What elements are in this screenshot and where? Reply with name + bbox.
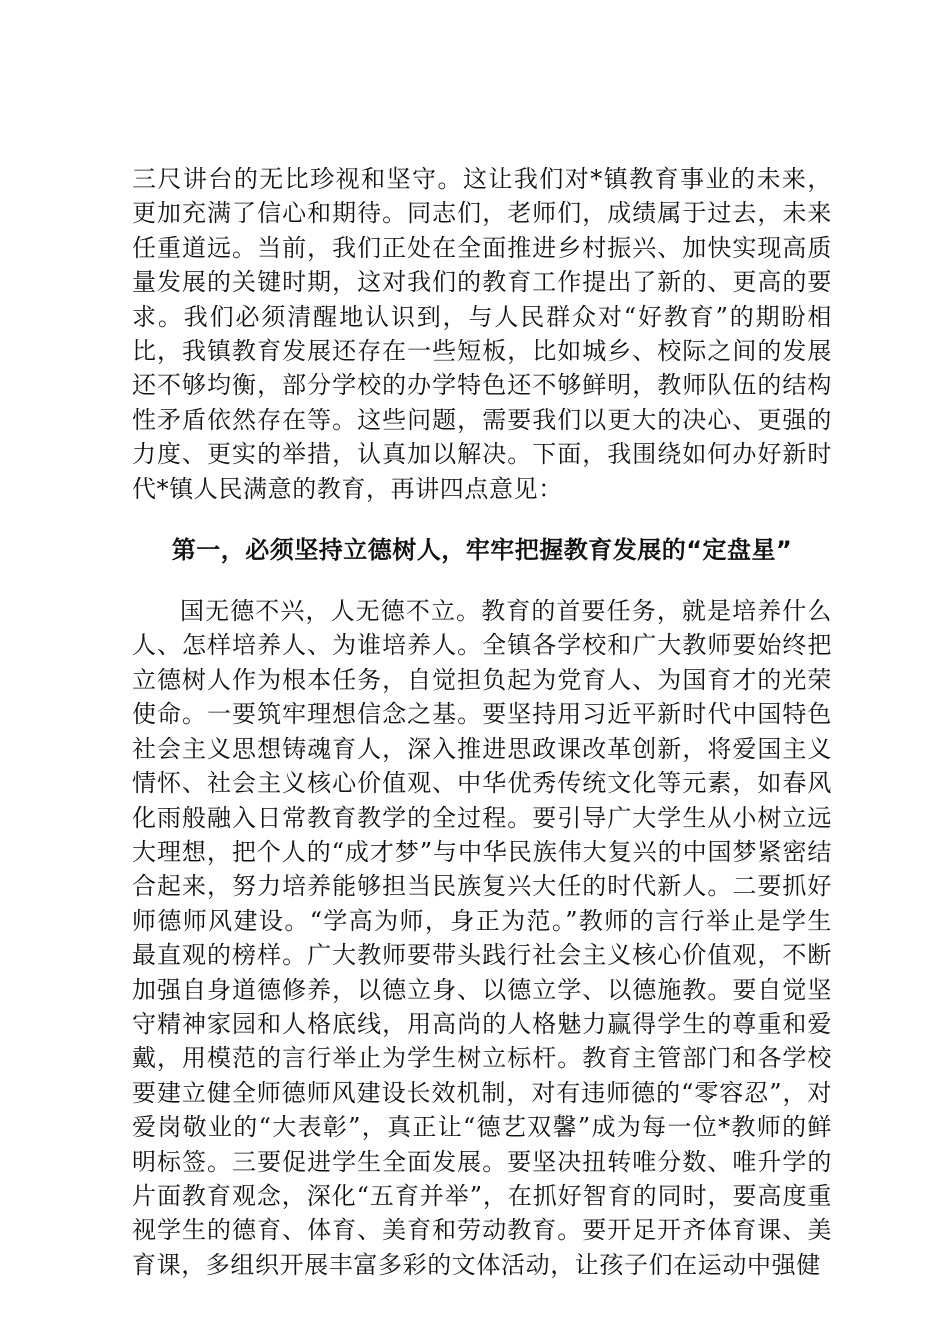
- section-heading: 第一，必须坚持立德树人，牢牢把握教育发展的“定盘星”: [171, 536, 793, 565]
- body-paragraph: 国无德不兴，人无德不立。教育的首要任务，就是培养什么人、怎样培养人、为谁培养人。全镇各学校和广大教师要始终把立德树人作为根本任务，自觉担负起为党育人、为国育才的光荣使命。一要筑牢理想信念之基。要坚持用习近平新时代中国特色社会主义思想铸魂育人，深入推进思政课改革创新，将爱国主义情怀、社会主义核心价值观、中华优秀传统文化等元素，如春风化雨般融入日常教育教学的全过程。要引导广大学生从小树立远大理想，把个人的“成才梦”与中华民族伟大复兴的中国梦紧密结合起来，努力培养能够担当民族复兴大任的时代新人。二要抓好师德师风建设。“学高为师，身正为范。”教师的言行举止是学生最直观的榜样。广大教师要带头践行社会主义核心价值观，不断加强自身道德修养，以德立身、以德立学、以德施教。要自觉坚守精神家园和人格底线，用高尚的人格魅力赢得学生的尊重和爱戴，用模范的言行举止为学生树立标杆。教育主管部门和各学校要建立健全师德师风建设长效机制，对有违师德的“零容忍”，对爱岗敬业的“大表彰”，真正让“德艺双馨”成为每一位*教师的鲜明标签。三要促进学生全面发展。要坚决扭转唯分数、唯升学的片面教育观念，深化“五育并举”，在抓好智育的同时，要高度重视学生的德育、体育、美育和劳动教育。要开足开齐体育课、美育课，多组织开展丰富多彩的文体活动，让孩子们在运动中强健: [132, 597, 832, 1279]
- document-body: [132, 162, 832, 1282]
- spacer: [132, 567, 832, 594]
- body-paragraph-continued: 三尺讲台的无比珍视和坚守。这让我们对*镇教育事业的未来，更加充满了信心和期待。同志们，老师们，成绩属于过去，未来任重道远。当前，我们正处在全面推进乡村振兴、加快实现高质量发展的关键时期，这对我们的教育工作提出了新的、更高的要求。我们必须清醒地认识到，与人民群众对“好教育”的期盼相比，我镇教育发展还存在一些短板，比如城乡、校际之间的发展还不够均衡，部分学校的办学特色还不够鲜明，教师队伍的结构性矛盾依然存在等。这些问题，需要我们以更大的决心、更强的力度、更实的举措，认真加以解决。下面，我围绕如何办好新时代*镇人民满意的教育，再讲四点意见：: [132, 165, 832, 503]
- spacer: [132, 506, 832, 533]
